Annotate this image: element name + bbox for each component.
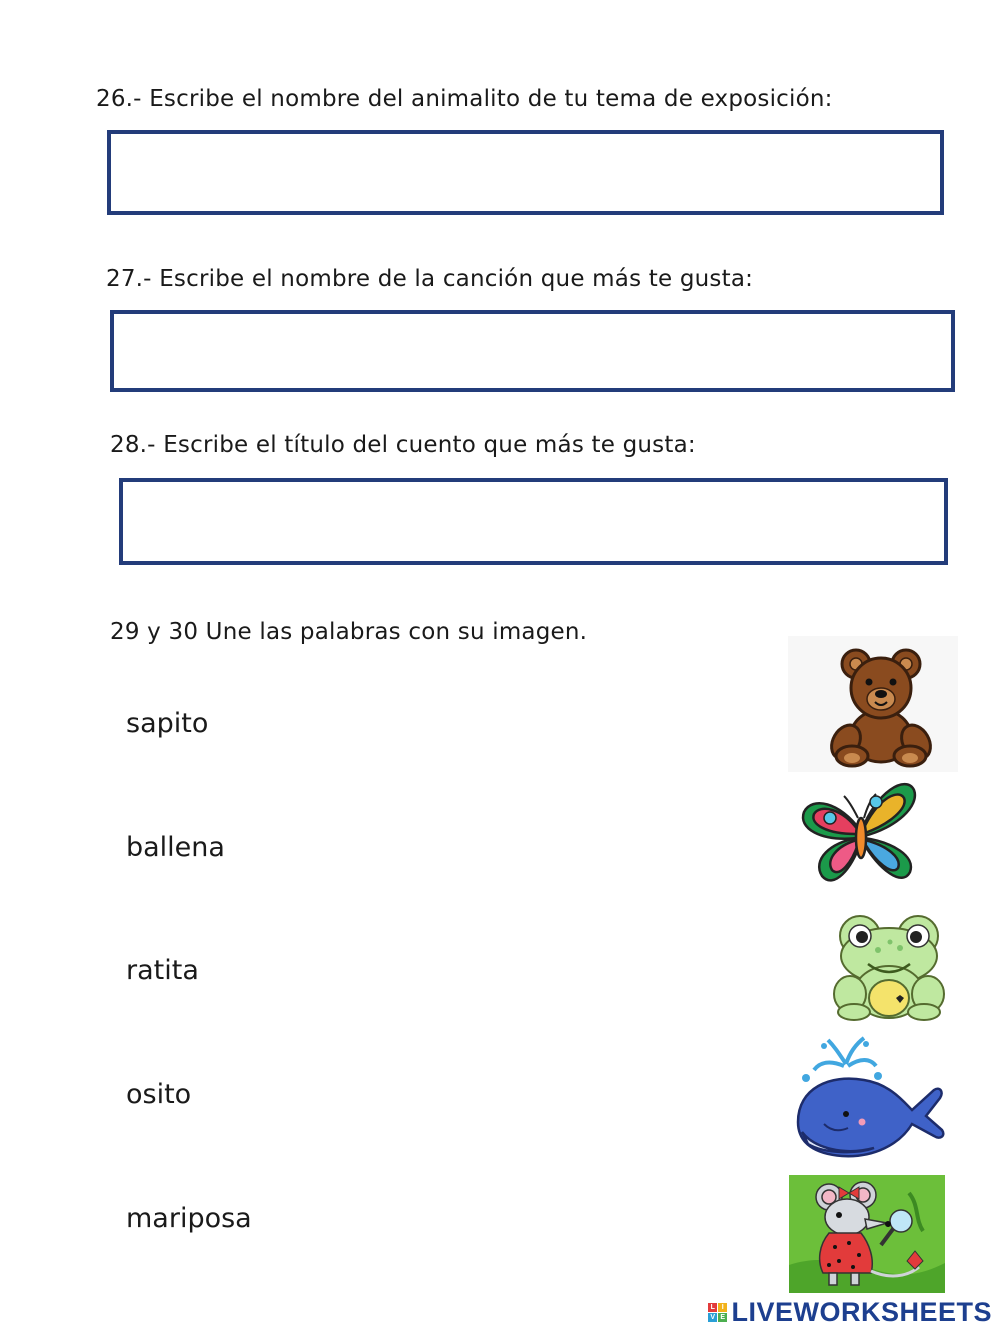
answer-box-26[interactable] <box>107 130 944 215</box>
question-28: 28.- Escribe el título del cuento que más te gusta: <box>110 432 696 458</box>
brand-name: LIVEWORKSHEETS <box>731 1297 992 1327</box>
mouse-image[interactable] <box>789 1175 945 1293</box>
frog-image[interactable] <box>830 906 948 1022</box>
word-ballena[interactable]: ballena <box>126 832 225 863</box>
word-sapito[interactable]: sapito <box>126 708 209 739</box>
word-mariposa[interactable]: mariposa <box>126 1203 252 1234</box>
word-ratita[interactable]: ratita <box>126 955 199 986</box>
answer-box-28[interactable] <box>119 478 948 565</box>
butterfly-image[interactable] <box>800 772 920 892</box>
teddy-bear-image[interactable] <box>788 636 958 772</box>
liveworksheets-brand <box>708 1297 992 1328</box>
answer-box-27[interactable] <box>110 310 955 392</box>
question-29-30: 29 y 30 Une las palabras con su imagen. <box>110 619 588 645</box>
whale-image[interactable] <box>794 1036 946 1162</box>
word-osito[interactable]: osito <box>126 1079 192 1110</box>
question-26: 26.- Escribe el nombre del animalito de tu tema de exposición: <box>96 86 833 112</box>
question-27: 27.- Escribe el nombre de la canción que más te gusta: <box>106 266 754 292</box>
liveworksheets-logo-icon: L I V E <box>710 1304 726 1321</box>
